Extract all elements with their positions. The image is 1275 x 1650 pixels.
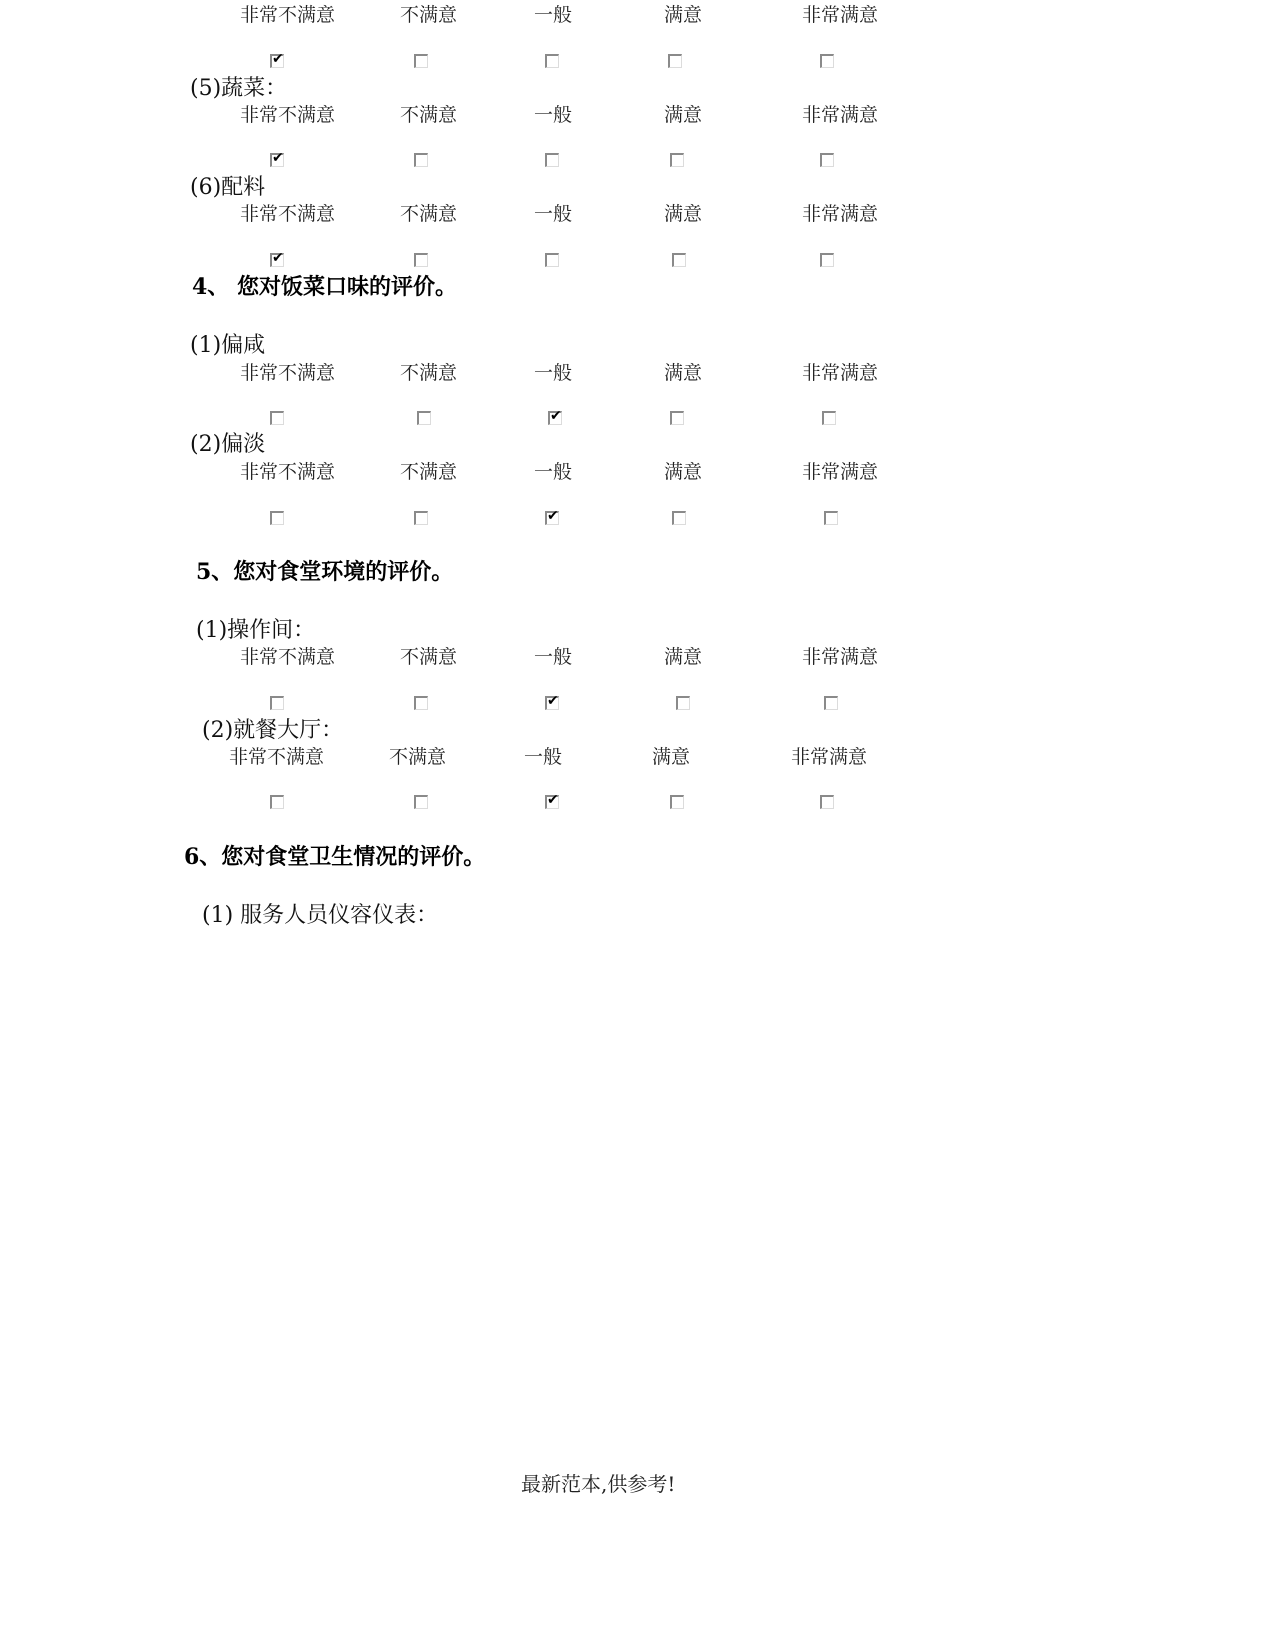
scale-label-dissatisfied: 不满意 [400,646,458,668]
scale-label-neutral: 一般 [534,104,573,126]
scale-label-very-dissatisfied: 非常不满意 [240,203,336,225]
checkbox-dissatisfied[interactable] [414,54,428,68]
scale-label-very-dissatisfied: 非常不满意 [229,746,325,768]
checkbox-neutral[interactable] [545,792,559,809]
scale-label-very-satisfied: 非常满意 [802,203,879,225]
checkbox-dissatisfied[interactable] [417,411,431,425]
checkbox-very-satisfied[interactable] [822,411,836,425]
question-6-heading: 6、您对食堂卫生情况的评价。 [184,844,486,870]
scale-label-very-dissatisfied: 非常不满意 [240,646,336,668]
scale-label-neutral: 一般 [534,461,573,483]
scale-label-very-dissatisfied: 非常不满意 [240,461,336,483]
checkbox-satisfied[interactable] [670,411,684,425]
checkbox-very-dissatisfied[interactable] [270,150,284,167]
footer-note: 最新范本,供参考! [521,1472,676,1496]
checkbox-very-satisfied[interactable] [824,696,838,710]
checkbox-satisfied[interactable] [672,253,686,267]
scale-label-satisfied: 满意 [664,4,703,26]
checkbox-neutral[interactable] [545,693,559,710]
scale-label-neutral: 一般 [534,4,573,26]
checkbox-satisfied[interactable] [672,511,686,525]
scale-label-satisfied: 满意 [664,203,703,225]
checkbox-neutral[interactable] [545,253,559,267]
scale-label-satisfied: 满意 [664,104,703,126]
scale-label-neutral: 一般 [524,746,563,768]
checkbox-satisfied[interactable] [670,795,684,809]
checkbox-very-dissatisfied[interactable] [270,250,284,267]
checkbox-very-dissatisfied[interactable] [270,511,284,525]
item-label-too-bland: (2)偏淡 [190,432,266,457]
checkbox-dissatisfied[interactable] [414,253,428,267]
scale-label-satisfied: 满意 [652,746,691,768]
scale-label-very-dissatisfied: 非常不满意 [240,362,336,384]
scale-label-dissatisfied: 不满意 [400,104,458,126]
question-4-heading: 4、 您对饭菜口味的评价。 [192,274,457,300]
question-5-heading: 5、您对食堂环境的评价。 [196,559,454,585]
item-label-vegetables: (5)蔬菜： [190,76,288,101]
scale-label-very-satisfied: 非常满意 [791,746,868,768]
scale-label-neutral: 一般 [534,362,573,384]
checkbox-very-satisfied[interactable] [820,253,834,267]
item-label-ingredients: (6)配料 [190,175,266,200]
check-icon: ✔ [272,51,284,67]
check-icon: ✔ [272,250,284,266]
check-icon: ✔ [547,693,559,709]
item-label-staff-appearance: (1) 服务人员仪容仪表： [202,903,439,928]
checkbox-dissatisfied[interactable] [414,795,428,809]
check-icon: ✔ [547,508,559,524]
checkbox-very-dissatisfied[interactable] [270,411,284,425]
scale-label-dissatisfied: 不满意 [400,203,458,225]
scale-label-dissatisfied: 不满意 [389,746,447,768]
scale-label-very-satisfied: 非常满意 [802,646,879,668]
checkbox-very-dissatisfied[interactable] [270,51,284,68]
checkbox-dissatisfied[interactable] [414,153,428,167]
scale-label-dissatisfied: 不满意 [400,362,458,384]
checkbox-satisfied[interactable] [676,696,690,710]
checkbox-dissatisfied[interactable] [414,511,428,525]
item-label-too-salty: (1)偏咸 [190,333,266,358]
item-label-dining-hall: (2)就餐大厅： [202,718,344,743]
scale-label-dissatisfied: 不满意 [400,461,458,483]
checkbox-very-satisfied[interactable] [824,511,838,525]
check-icon: ✔ [272,150,284,166]
checkbox-satisfied[interactable] [670,153,684,167]
scale-label-neutral: 一般 [534,646,573,668]
checkbox-very-satisfied[interactable] [820,153,834,167]
checkbox-neutral[interactable] [545,508,559,525]
checkbox-very-satisfied[interactable] [820,795,834,809]
checkbox-dissatisfied[interactable] [414,696,428,710]
checkbox-very-satisfied[interactable] [820,54,834,68]
checkbox-very-dissatisfied[interactable] [270,795,284,809]
checkbox-neutral[interactable] [545,54,559,68]
scale-label-very-dissatisfied: 非常不满意 [240,104,336,126]
scale-label-very-satisfied: 非常满意 [802,461,879,483]
scale-label-very-satisfied: 非常满意 [802,4,879,26]
scale-label-very-satisfied: 非常满意 [802,104,879,126]
checkbox-very-dissatisfied[interactable] [270,696,284,710]
scale-label-very-satisfied: 非常满意 [802,362,879,384]
scale-label-satisfied: 满意 [664,362,703,384]
scale-label-satisfied: 满意 [664,461,703,483]
checkbox-neutral[interactable] [548,408,562,425]
scale-label-neutral: 一般 [534,203,573,225]
checkbox-neutral[interactable] [545,153,559,167]
check-icon: ✔ [547,792,559,808]
check-icon: ✔ [550,408,562,424]
checkbox-satisfied[interactable] [668,54,682,68]
scale-label-very-dissatisfied: 非常不满意 [240,4,336,26]
scale-label-dissatisfied: 不满意 [400,4,458,26]
scale-label-satisfied: 满意 [664,646,703,668]
item-label-kitchen: (1)操作间： [196,618,316,643]
